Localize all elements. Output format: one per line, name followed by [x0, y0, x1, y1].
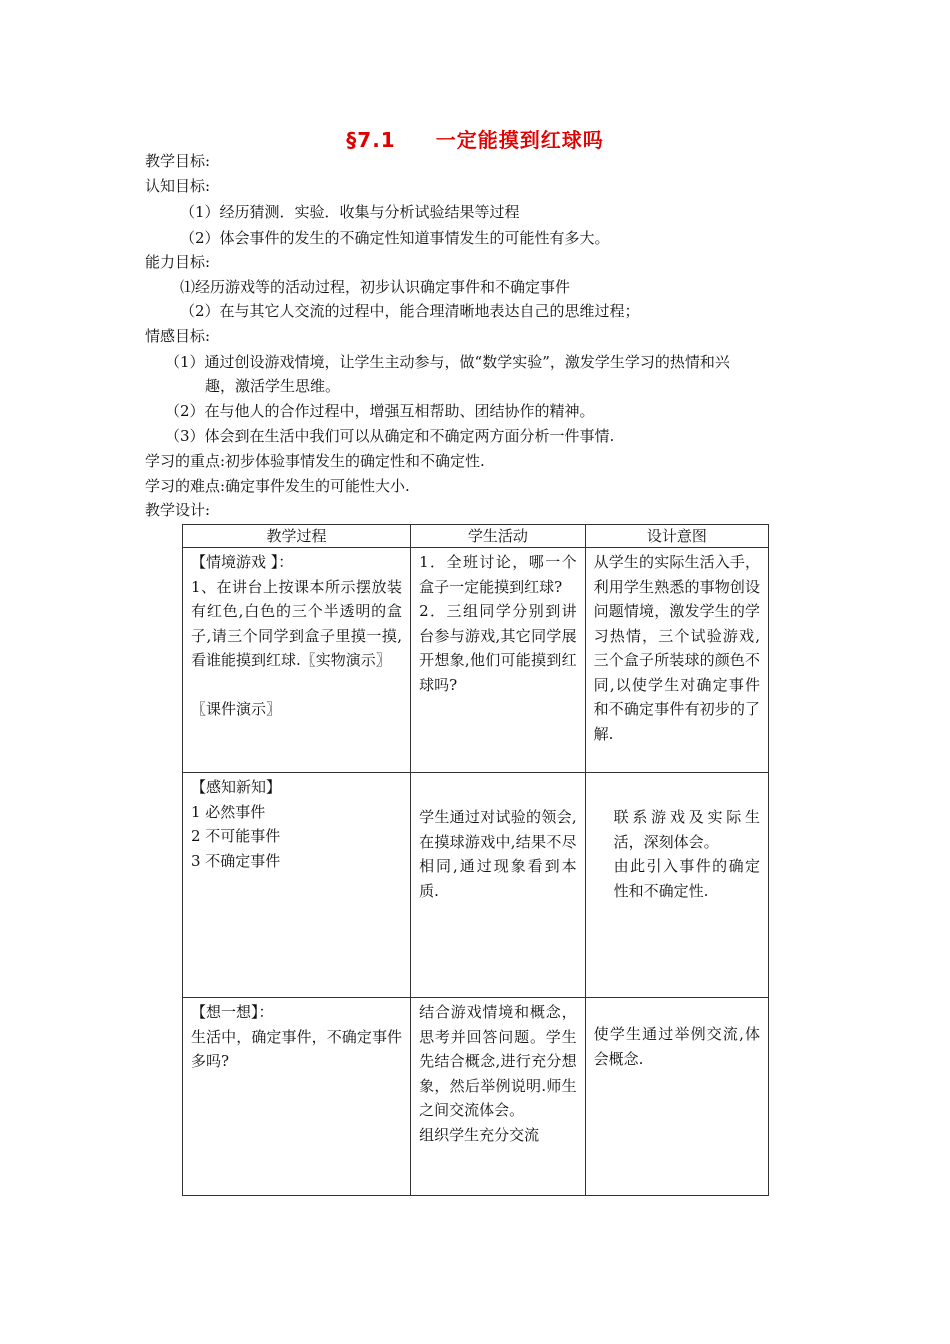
process-title: 【情境游戏 】：: [191, 553, 294, 571]
activity-item-1: 1．全班讨论，哪一个盒子一定能摸到红球?: [419, 553, 577, 596]
emotion-item-2: （2）在与他人的合作过程中，增强互相帮助、团结协作的精神。: [165, 402, 595, 420]
intent-cell: [585, 998, 768, 1196]
activity-cell: [411, 773, 586, 998]
section-number: §7.1: [346, 128, 396, 152]
process-cell: [183, 998, 411, 1196]
page-title: [0, 124, 950, 153]
key-point: 学习的重点:初步体验事情发生的确定性和不确定性.: [145, 452, 485, 470]
process-item: 3 不确定事件: [191, 851, 281, 870]
process-cell: [183, 548, 411, 773]
process-title: 【感知新知】: [191, 778, 282, 796]
process-title: 【想一想】：: [191, 1003, 274, 1021]
header-process: 教学过程: [183, 525, 411, 548]
cognitive-item-1: （1）经历猜测．实验．收集与分析试验结果等过程: [180, 203, 520, 221]
intent-cell: [585, 773, 768, 998]
intent-text-1: 联系游戏及实际生活，深刻体会。: [613, 808, 760, 851]
teaching-design-table: [182, 524, 769, 1196]
difficult-point: 学习的难点:确定事件发生的可能性大小.: [145, 477, 410, 495]
activity-cell: [411, 998, 586, 1196]
table-row: [183, 548, 769, 773]
process-body: 生活中，确定事件，不确定事件多吗?: [191, 1027, 403, 1070]
emotion-item-3: （3）体会到在生活中我们可以从确定和不确定两方面分析一件事情.: [165, 427, 615, 445]
process-cell: [183, 773, 411, 998]
table-row: [183, 773, 769, 998]
table-row: [183, 998, 769, 1196]
intent-text: 使学生通过举例交流,体会概念.: [593, 1025, 760, 1068]
table-header-row: [183, 525, 769, 548]
activity-text: 学生通过对试验的领会,在摸球游戏中,结果不尽相同,通过现象看到本质.: [419, 808, 577, 900]
process-item: 1 必然事件: [191, 802, 266, 821]
emotion-heading: 情感目标:: [145, 327, 211, 345]
cognitive-heading: 认知目标:: [145, 177, 211, 195]
intent-text: 从学生的实际生活入手，利用学生熟悉的事物创设问题情境，激发学生的学习热情，三个试验游戏,三个盒子所装球的颜色不同,以使学生对确定事件和不确定事件有初步的了解.: [593, 553, 760, 743]
header-intent: 设计意图: [585, 525, 768, 548]
teaching-goals-heading: 教学目标:: [145, 152, 211, 170]
activity-text: 结合游戏情境和概念，思考并回答问题。学生先结合概念,进行充分想象，然后举例说明.师生之间交流体会。: [419, 1003, 577, 1119]
activity-item-2: 2．三组同学分别到讲台参与游戏,其它同学展开想象,他们可能摸到红球吗?: [419, 602, 577, 694]
process-extra: 〖课件演示〗: [191, 699, 282, 718]
process-item: 2 不可能事件: [191, 827, 281, 845]
intent-text-2: 由此引入事件的确定性和不确定性.: [613, 857, 760, 900]
design-heading: 教学设计:: [145, 501, 211, 519]
ability-item-1: ⑴经历游戏等的活动过程，初步认识确定事件和不确定事件: [180, 278, 571, 296]
emotion-item-1a: （1）通过创设游戏情境，让学生主动参与，做“数学实验”，激发学生学习的热情和兴: [165, 353, 730, 371]
ability-heading: 能力目标:: [145, 253, 211, 271]
activity-text-2: 组织学生充分交流: [419, 1125, 540, 1144]
activity-cell: [411, 548, 586, 773]
process-body: 1、在讲台上按课本所示摆放装有红色,白色的三个半透明的盒子,请三个同学到盒子里摸一摸,看谁能摸到红球.〖实物演示〗: [191, 577, 403, 669]
header-activity: 学生活动: [411, 525, 586, 548]
emotion-item-1b: 趣，激活学生思维。: [205, 377, 341, 395]
cognitive-item-2: （2）体会事件的发生的不确定性知道事情发生的可能性有多大。: [180, 229, 610, 247]
title-text: 一定能摸到红球吗: [435, 128, 604, 152]
ability-item-2: （2）在与其它人交流的过程中，能合理清晰地表达自己的思维过程；: [180, 302, 640, 320]
intent-cell: [585, 548, 768, 773]
